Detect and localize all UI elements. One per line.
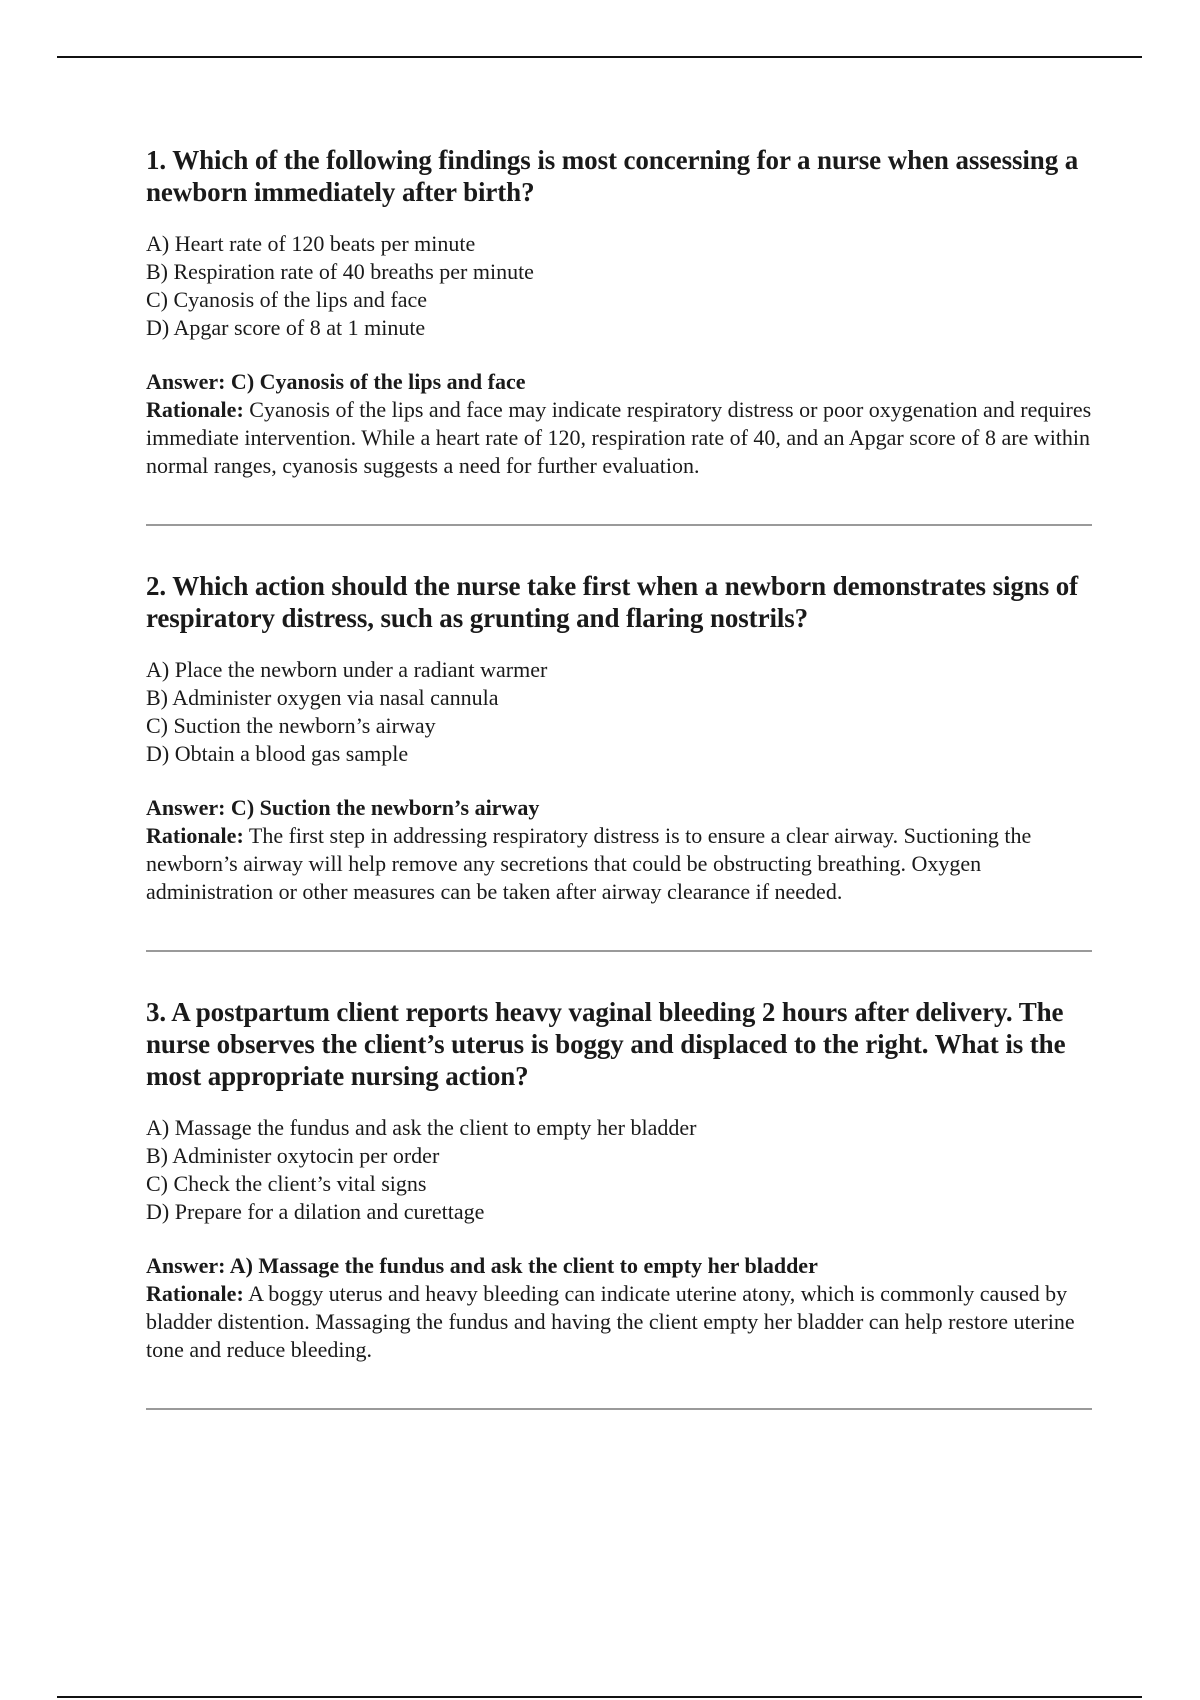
option-c: C) Check the client’s vital signs (146, 1171, 427, 1196)
question-text: 2. Which action should the nurse take first when a newborn demonstrates signs of respiratory distress, such as grunting and flaring nostrils? (146, 571, 1079, 633)
rationale-label: Rationale: (146, 1281, 244, 1306)
rationale-label: Rationale: (146, 397, 244, 422)
rationale (146, 1280, 1092, 1364)
option-a: A) Heart rate of 120 beats per minute (146, 231, 476, 256)
answer-line: Answer: A) Massage the fundus and ask the client to empty her bladder (146, 1253, 818, 1278)
document-content (146, 144, 1092, 1454)
option-a: A) Place the newborn under a radiant warmer (146, 657, 548, 682)
page-footer-rule (57, 1696, 1142, 1698)
option-d: D) Apgar score of 8 at 1 minute (146, 315, 426, 340)
rationale (146, 822, 1092, 906)
options-list (146, 230, 1092, 342)
option-d: D) Obtain a blood gas sample (146, 741, 409, 766)
question-text: 3. A postpartum client reports heavy vaginal bleeding 2 hours after delivery. The nurse observes the client’s uterus is boggy and displaced to the right. What is the most appropriate nursing action? (146, 997, 1066, 1091)
rationale-label: Rationale: (146, 823, 244, 848)
option-a: A) Massage the fundus and ask the client to empty her bladder (146, 1115, 697, 1140)
option-b: B) Administer oxytocin per order (146, 1143, 440, 1168)
question-block-2 (146, 570, 1092, 906)
options-list (146, 656, 1092, 768)
question-block-3 (146, 996, 1092, 1364)
question-text: 1. Which of the following findings is most concerning for a nurse when assessing a newborn immediately after birth? (146, 145, 1079, 207)
option-b: B) Administer oxygen via nasal cannula (146, 685, 499, 710)
question-separator (146, 524, 1092, 526)
question-separator (146, 950, 1092, 952)
answer-line: Answer: C) Cyanosis of the lips and face (146, 369, 526, 394)
option-d: D) Prepare for a dilation and curettage (146, 1199, 485, 1224)
answer-line: Answer: C) Suction the newborn’s airway (146, 795, 540, 820)
option-c: C) Suction the newborn’s airway (146, 713, 436, 738)
rationale (146, 396, 1092, 480)
question-separator (146, 1408, 1092, 1410)
question-block-1 (146, 144, 1092, 480)
option-c: C) Cyanosis of the lips and face (146, 287, 428, 312)
options-list (146, 1114, 1092, 1226)
rationale-text: The first step in addressing respiratory distress is to ensure a clear airway. Suctioning the newborn’s airway will help remove any secretions that could be obstructing breathing. Oxygen administration or other measures can be taken after airway clearance if needed. (146, 823, 1032, 904)
page-header-rule (57, 56, 1142, 58)
rationale-text: A boggy uterus and heavy bleeding can indicate uterine atony, which is commonly caused by bladder distention. Massaging the fundus and having the client empty her bladder can help restore uterine tone and reduce bleeding. (146, 1281, 1075, 1362)
rationale-text: Cyanosis of the lips and face may indicate respiratory distress or poor oxygenation and requires immediate intervention. While a heart rate of 120, respiration rate of 40, and an Apgar score of 8 are within normal ranges, cyanosis suggests a need for further evaluation. (146, 397, 1092, 478)
option-b: B) Respiration rate of 40 breaths per minute (146, 259, 534, 284)
